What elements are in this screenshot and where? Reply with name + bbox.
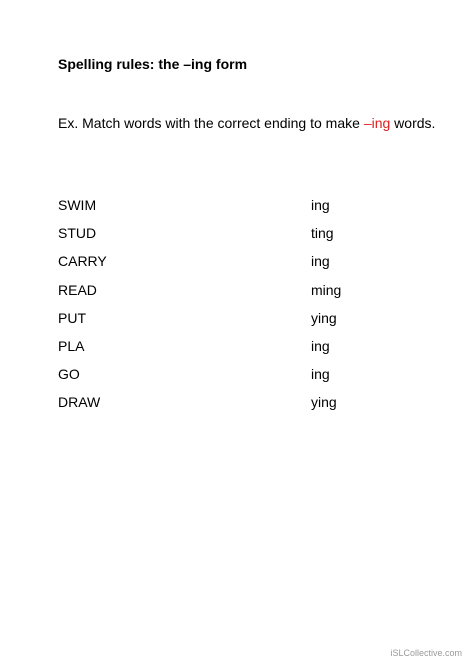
- word-stem: GO: [58, 366, 80, 383]
- matching-row: [58, 310, 358, 338]
- word-stem: DRAW: [58, 394, 101, 411]
- word-ending: ying: [311, 309, 337, 326]
- word-ending: ting: [311, 225, 334, 242]
- matching-row: [58, 338, 358, 366]
- word-ending: ing: [311, 366, 330, 383]
- matching-row: [58, 366, 358, 394]
- word-stem: PUT: [58, 309, 86, 326]
- matching-table: [58, 197, 358, 423]
- instruction-suffix: words.: [390, 115, 436, 131]
- word-stem: READ: [58, 281, 97, 298]
- matching-row: [58, 394, 358, 422]
- matching-row: [58, 197, 358, 225]
- word-stem: CARRY: [58, 253, 107, 270]
- word-stem: SWIM: [58, 197, 97, 213]
- instruction-highlight: –ing: [363, 115, 391, 131]
- word-ending: ing: [311, 337, 330, 354]
- word-stem: PLA: [58, 337, 85, 354]
- word-ending: ing: [311, 253, 330, 270]
- matching-row: [58, 225, 358, 253]
- worksheet-title: Spelling rules: the –ing form: [58, 56, 248, 72]
- matching-row: [58, 253, 358, 281]
- instruction-prefix: Ex. Match words with the correct ending to make: [58, 115, 364, 131]
- matching-row: [58, 282, 358, 310]
- word-stem: STUD: [58, 225, 97, 242]
- word-ending: ying: [311, 394, 337, 411]
- word-ending: ming: [311, 281, 342, 298]
- site-watermark: iSLCollective.com: [390, 648, 462, 658]
- word-ending: ing: [311, 197, 330, 213]
- exercise-instruction: [58, 115, 435, 131]
